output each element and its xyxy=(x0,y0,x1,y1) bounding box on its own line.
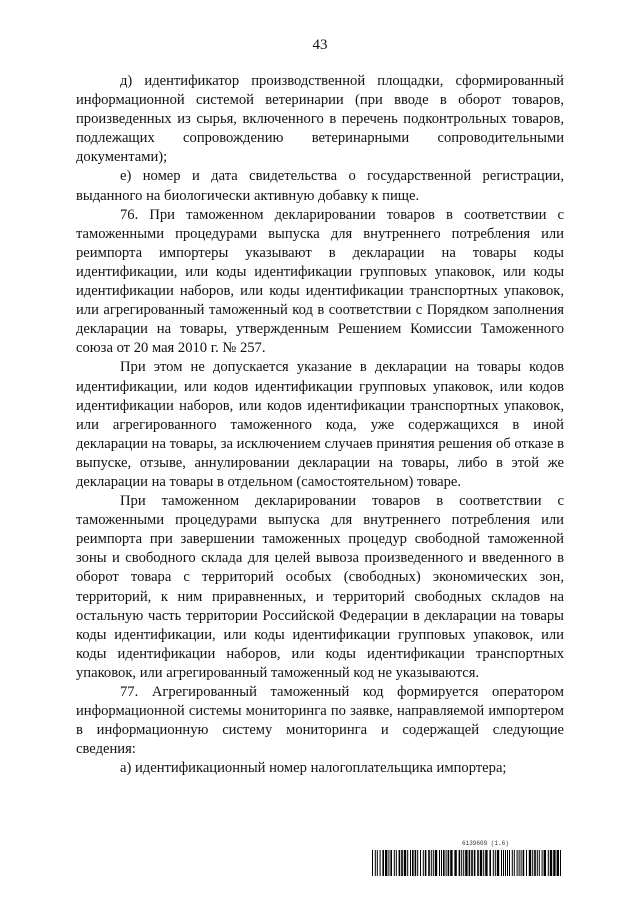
paragraph-clause-76-restriction: При этом не допускается указание в декларации на товары кодов идентификации, или кодов идентификации групповых упаковок, или кодов идентификации наборов, или кодов идентификации транспортных упаковок, или агрегированного таможенного кода, уже содержащихся в иной декларации на товары, за исключением случаев принятия решения об отказе в выпуске, отзыве, аннулировании декларации на товары, либо в этой же декларации на товары в отдельном (самостоятельном) товаре. xyxy=(76,359,564,490)
paragraph-clause-77: 77. Агрегированный таможенный код формируется оператором информационной системы мониторинга по заявке, направляемой импортером в информационную систему мониторинга и содержащей следующие сведения: xyxy=(76,684,564,758)
page-number: 43 xyxy=(312,37,328,53)
document-body xyxy=(76,72,564,778)
document-code: 6139609 (1.6) xyxy=(462,840,509,847)
paragraph-item-e: е) номер и дата свидетельства о государственной регистрации, выданного на биологически активную добавку к пище. xyxy=(76,168,564,204)
paragraph-clause-76: 76. При таможенном декларировании товаров в соответствии с таможенными процедурами выпуска для внутреннего потребления или реимпорта импортеры указывают в декларации на товары коды идентификации, или коды идентификации групповых упаковок, или коды идентификации наборов, или коды идентификации транспортных упаковок, или агрегированный таможенный код в соответствии с Порядком заполнения декларации на товары, утвержденным Решением Комиссии Таможенного союза от 20 мая 2010 г. № 257. xyxy=(76,206,564,357)
paragraph-item-a: а) идентификационный номер налогоплательщика импортера; xyxy=(120,760,507,777)
paragraph-item-d: д) идентификатор производственной площадки, сформированный информационной системой ветеринарии (при вводе в оборот товаров, произведенных из сырья, включенного в перечень подконтрольных товаров, подлежащих сопровождению ветеринарными сопроводительными документами); xyxy=(76,73,564,166)
barcode-image xyxy=(372,850,564,876)
paragraph-clause-76-exception: При таможенном декларировании товаров в соответствии с таможенными процедурами выпуска для внутреннего потребления или реимпорта при завершении таможенных процедур свободной таможенной зоны и свободного склада для целей вывоза произведенного и введенного в оборот товара с территорий особых (свободных) экономических зон, территорий, к ним приравненных, и территорий свободных складов на остальную часть территории Российской Федерации в декларации на товары коды идентификации, или коды идентификации групповых упаковок, или коды идентификации наборов, или коды идентификации транспортных упаковок, или агрегированный таможенный код не указываются. xyxy=(76,493,564,681)
